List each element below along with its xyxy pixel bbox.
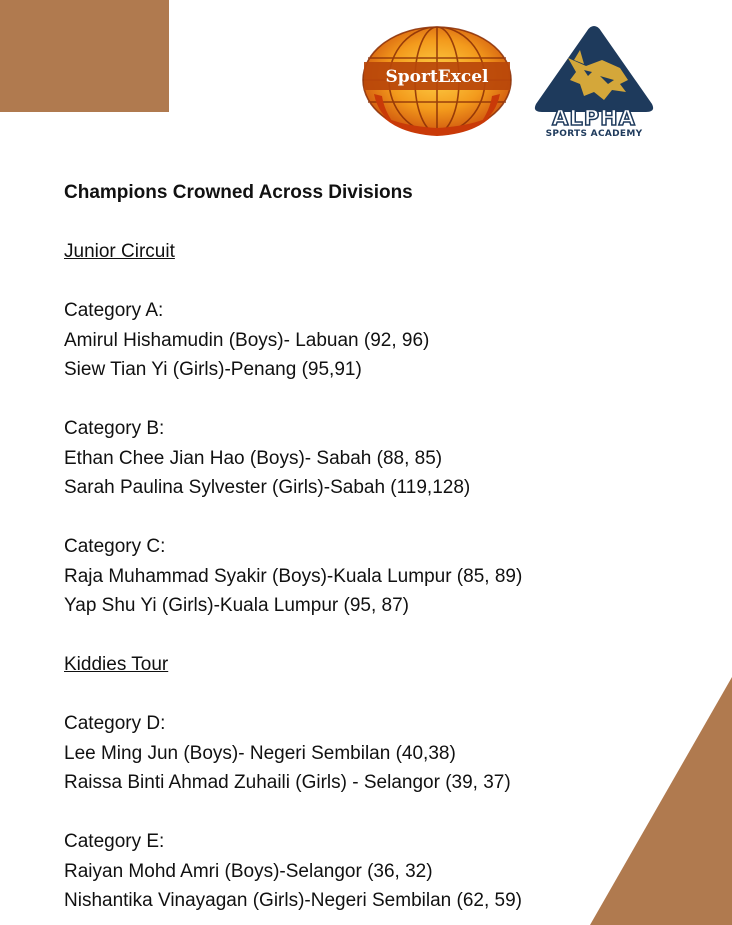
category-label: Category D: [64,713,166,734]
alpha-subtitle: SPORTS ACADEMY [545,129,643,139]
alpha-logo [528,20,660,140]
winner-entry: Raissa Binti Ahmad Zuhaili (Girls) - Selangor (39, 37) [64,772,511,793]
winner-entry: Sarah Paulina Sylvester (Girls)-Sabah (119,128) [64,477,471,498]
alpha-title: ALPHA [552,106,636,130]
winner-entry: Nishantika Vinayagan (Girls)-Negeri Sembilan (62, 59) [64,890,522,911]
category-label: Category C: [64,536,166,557]
winner-entry: Amirul Hishamudin (Boys)- Labuan (92, 96) [64,329,430,351]
section-title-junior-circuit: Junior Circuit [64,241,175,262]
results-document [64,178,704,916]
section-title-kiddies-tour: Kiddies Tour [64,654,169,675]
category-label: Category B: [64,418,165,439]
corner-accent-block [0,0,169,112]
page-title: Champions Crowned Across Divisions [64,182,413,203]
sportexcel-text: SportExcel [385,67,489,87]
winner-entry: Siew Tian Yi (Girls)-Penang (95,91) [64,359,362,380]
sportexcel-logo [360,24,514,138]
winner-entry: Raiyan Mohd Amri (Boys)-Selangor (36, 32) [64,860,433,882]
winner-entry: Ethan Chee Jian Hao (Boys)- Sabah (88, 85) [64,447,443,469]
winner-entry: Yap Shu Yi (Girls)-Kuala Lumpur (95, 87) [64,595,409,616]
accent-rect [0,0,169,112]
winner-entry: Raja Muhammad Syakir (Boys)-Kuala Lumpur (85, 89) [64,565,523,587]
winner-entry: Lee Ming Jun (Boys)- Negeri Sembilan (40,38) [64,742,456,764]
category-label: Category E: [64,831,165,852]
category-label: Category A: [64,300,164,321]
